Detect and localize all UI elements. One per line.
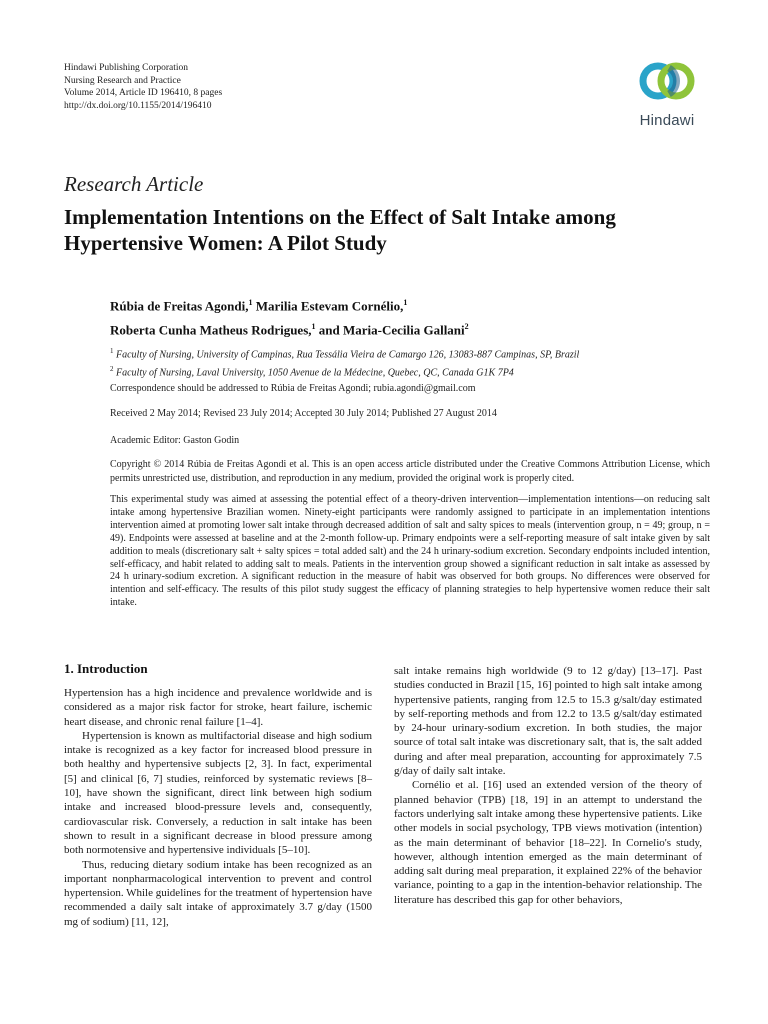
author-name: and Maria-Cecilia Gallani [315,322,465,338]
author-name: Marilia Estevam Cornélio, [252,298,404,314]
right-column [394,664,702,907]
author-affiliation-mark: 1 [311,322,316,332]
paragraph: salt intake remains high worldwide (9 to 12 g/day) [13–17]. Past studies conducted in Brazil [15, 16] pointed to high salt intake among hypertensive patients, ranging from 12.5 to 15.3 g/salt/day estimated by self-reporting methods and from 12.2 to 13.5 g/salt/day estimated by 24-hour urinary-sodium excretion. In both studies, the major source of total salt intake was discretionary salt, that is, the salt added during and after meal preparation, accounting for approximately 7.5 g/day of daily salt intake. [394,665,702,778]
journal-header [64,62,222,112]
journal-name: Nursing Research and Practice [64,75,181,86]
hindawi-logo [622,55,712,135]
author-affiliation-mark: 1 [403,298,408,307]
affiliation-2: $^2$ Faculty of Nursing, Laval University, 1050 Avenue de la Médecine, Quebec, QC, Canada G1K 7P4 [110,365,514,379]
paragraph: Hypertension is known as multifactorial disease and high sodium intake is recognized as a key factor for increased blood pressure in both healthy and hypertensive subjects [2, 3]. In fact, experimental [5] and clinical [6, 7] studies, reinforced by systematic reviews [8–10], have shown the significant, direct link between high sodium intake and increased blood-pressure levels and, consequently, cardiovascular risk. Conversely, a reduction in salt intake has been shown to result in a significant decrease in blood pressure among both normotensive and hypertensive individuals [5–10]. [64,729,372,857]
paragraph: Thus, reducing dietary sodium intake has been recognized as an important nonpharmacological intervention to prevent and control hypertension. While guidelines for the treatment of hypertension have recommended a daily salt intake of approximately 3.7 g/day (1500 mg of sodium) [11, 12], [64,858,373,928]
volume-info: Volume 2014, Article ID 196410, 8 pages [64,88,223,98]
affiliation-1: $^1$ Faculty of Nursing, University of Campinas, Rua Tessália Vieira de Camargo 126, 13083-887 Campinas, SP, Brazil [110,347,580,361]
author-affiliation-mark: 2 [464,322,469,332]
author-line-2 [110,316,710,340]
hindawi-logo-text: Hindawi [639,112,695,129]
author-line-1 [110,292,710,316]
academic-editor: Academic Editor: Gaston Godin [110,435,240,446]
affiliations [110,344,710,381]
article-title: Implementation Intentions on the Effect of Salt Intake among Hypertensive Women: A Pilot Study [64,205,616,255]
paragraph: Hypertension has a high incidence and prevalence worldwide and is considered as a major risk factor for stroke, heart failure, ischemic heart disease, and chronic renal failure [1–4]. [64,687,372,728]
left-column [64,686,372,929]
author-name: Rúbia de Freitas Agondi, [110,298,249,314]
article-type: Research Article [64,172,204,196]
paragraph: Cornélio et al. [16] used an extended version of the theory of planned behavior (TPB) [18, 19] in an attempt to understand the factors underlying salt intake among these hypertensive patients. Like other models in social psychology, TPB views motivation (intention) as the main determinant of behavior [18–22]. In Cornelio's study, however, although intention emerged as the main determinant of adding salt during meal preparation, it explained 22% of the behavior variance, pointing to a gap in the intention-behavior relationship. The literature has described this gap for other behaviors, [394,779,702,906]
author-affiliation-mark: 1 [248,298,253,307]
publisher-name: Hindawi Publishing Corporation [64,63,189,73]
copyright-notice: Copyright © 2014 Rúbia de Freitas Agondi et al. This is an open access article distributed under the Creative Commons Attribution License, which permits unrestricted use, distribution, and reproduction in any medium, provided the original work is properly cited. [110,459,710,484]
doi-link[interactable]: http://dx.doi.org/10.1155/2014/196410 [64,100,212,111]
section-heading-introduction: 1. Introduction [64,661,148,676]
author-name: Roberta Cunha Matheus Rodrigues, [110,322,312,338]
author-list [110,292,710,341]
hindawi-rings-icon [636,55,698,111]
publication-dates: Received 2 May 2014; Revised 23 July 2014; Accepted 30 July 2014; Published 27 August 2014 [110,408,497,419]
correspondence: Correspondence should be addressed to Rúbia de Freitas Agondi; rubia.agondi@gmail.com [110,383,476,394]
abstract: This experimental study was aimed at assessing the potential effect of a theory-driven intervention—implementation intentions—on reducing salt intake among hypertensive Brazilian women. Ninety-eight participants were randomly assigned to participate in an implementation intentions intervention aimed at promoting lower salt intake through decreased addition of salt and salty spices to meals (intervention group, n = 49; group, n = 49). Endpoints were assessed at baseline and at the 2-month follow-up. Primary endpoints were a self-reporting measure of salt intake given by salt addition to meals (discretionary salt + salty spices = total added salt) and the 24 h urinary-sodium excretion. Secondary endpoints included intention, self-efficacy, and habit related to adding salt to meals. Patients in the intervention group showed a significant reduction in salt intake as assessed by 24 h urinary-sodium excretion. A significant reduction in the measure of habit was observed for both groups. No differences were observed for intention and self-efficacy. The results of this pilot study suggest the efficacy of planning strategies to help hypertensive women reduce their salt intake. [110,494,710,609]
